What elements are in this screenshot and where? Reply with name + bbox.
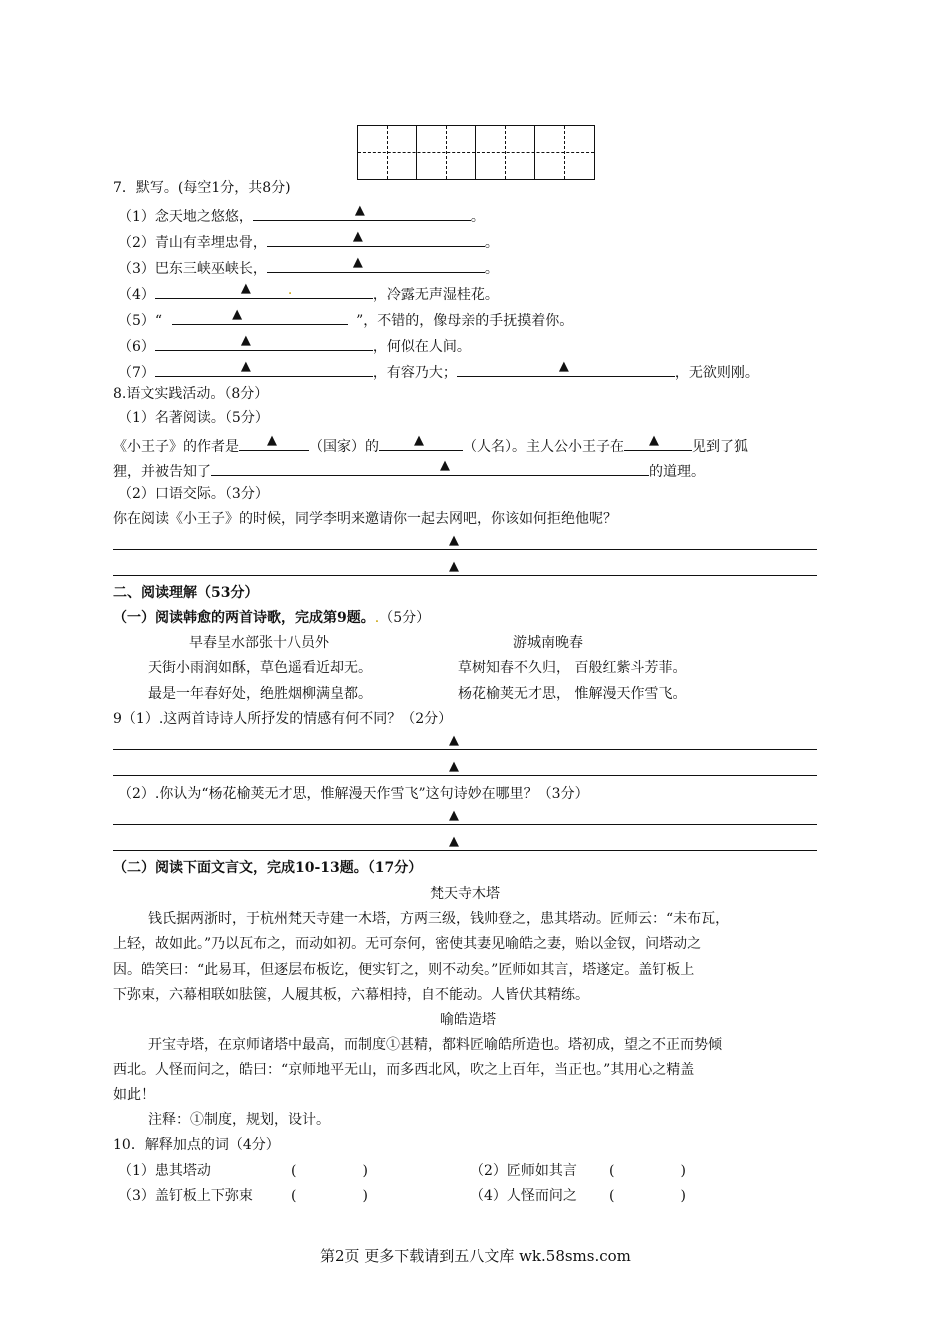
q7-title: 7．默写。(每空1分，共8分) <box>113 180 291 196</box>
q10-item-1: （1）患其塔动 <box>118 1163 211 1179</box>
q8-title: 8.语文实践活动。（8分） <box>113 386 269 402</box>
section2-title: 二、阅读理解（53分） <box>113 585 259 601</box>
text1-title: 梵天寺木塔 <box>430 886 500 902</box>
page-footer: 第2页 更多下载请到五八文库 wk.58sms.com <box>320 1247 631 1265</box>
q7-item-2: （2）青山有幸埋忠骨， ▲ 。 <box>118 229 499 251</box>
part1-title: （一）阅读韩愈的两首诗歌，完成第9题。.（5分） <box>113 610 431 626</box>
character-grid <box>357 125 595 180</box>
q10-paren-2[interactable]: ( ) <box>609 1163 686 1179</box>
poem1-line1: 天街小雨润如酥，草色遥看近却无。 <box>148 660 372 676</box>
q8-sub1: （1）名著阅读。（5分） <box>118 410 269 426</box>
poem2-title: 游城南晚春 <box>513 635 583 651</box>
q7-item-1: （1）念天地之悠悠， ▲ 。 <box>118 203 485 225</box>
poem1-line2: 最是一年春好处，绝胜烟柳满皇都。 <box>148 686 372 702</box>
q8-reading-line2: 狸，并被告知了 ▲ 的道理。 <box>113 458 705 480</box>
answer-line[interactable] <box>113 549 817 550</box>
q10-item-4: （4）人怪而问之 <box>470 1188 577 1204</box>
text2-title: 喻皓造塔 <box>440 1012 496 1028</box>
text2-line: 如此！ <box>113 1087 155 1103</box>
q10-paren-1[interactable]: ( ) <box>291 1163 368 1179</box>
answer-line[interactable] <box>113 749 817 750</box>
answer-line[interactable] <box>113 824 817 825</box>
q10-paren-4[interactable]: ( ) <box>609 1188 686 1204</box>
marker: ▲ <box>449 834 459 849</box>
q9-1: 9（1）.这两首诗诗人所抒发的情感有何不同？（2分） <box>113 711 453 727</box>
poem2-line1: 草树知春不久归， 百般红紫斗芳菲。 <box>458 660 687 676</box>
text2-line: 西北。人怪而问之，皓曰：“京师地平无山，而多西北风，吹之上百年，当正也。”其用心之精盖 <box>113 1062 695 1078</box>
part2-title: （二）阅读下面文言文，完成10-13题。（17分） <box>113 860 423 876</box>
marker: ▲ <box>449 759 459 774</box>
answer-line[interactable] <box>113 775 817 776</box>
answer-line[interactable] <box>113 850 817 851</box>
q10-title: 10．解释加点的词（4分） <box>113 1137 280 1153</box>
text1-line: 上轻，故如此。”乃以瓦布之，而动如初。无可奈何，密使其妻见喻皓之妻，贻以金钗，问塔动之 <box>113 936 702 952</box>
marker: ▲ <box>449 559 459 574</box>
poem1-title: 早春呈水部张十八员外 <box>189 635 329 651</box>
q7-item-7: （7） ▲ ，有容乃大； ▲ ，无欲则刚。 <box>118 359 759 381</box>
q9-2: （2）.你认为“杨花榆荚无才思，惟解漫天作雪飞”这句诗妙在哪里？（3分） <box>118 786 589 802</box>
note: 注释：①制度，规划，设计。 <box>148 1112 330 1128</box>
q8-question: 你在阅读《小王子》的时候，同学李明来邀请你一起去网吧，你该如何拒绝他呢？ <box>113 511 617 527</box>
q7-item-3: （3）巴东三峡巫峡长， ▲ 。 <box>118 255 499 277</box>
marker: ▲ <box>449 733 459 748</box>
answer-line[interactable] <box>113 575 817 576</box>
text1-line: 下弥束，六幕相联如胠箧，人履其板，六幕相持，自不能动。人皆伏其精练。 <box>113 987 589 1003</box>
q8-reading-line1: 《小王子》的作者是 ▲ （国家）的 ▲ （人名）。主人公小王子在 ▲ 见到了狐 <box>113 433 748 455</box>
poem2-line2: 杨花榆荚无才思， 惟解漫天作雪飞。 <box>458 686 687 702</box>
q7-item-5: （5）“ ▲ ”，不错的，像母亲的手抚摸着你。 <box>118 307 574 329</box>
q10-item-2: （2）匠师如其言 <box>470 1163 577 1179</box>
marker: ▲ <box>449 533 459 548</box>
q7-item-6: （6） ▲ ，何似在人间。 <box>118 333 471 355</box>
q10-paren-3[interactable]: ( ) <box>291 1188 368 1204</box>
text2-line: 开宝寺塔，在京师诸塔中最高，而制度①甚精，都料匠喻皓所造也。塔初成，望之不正而势倾 <box>148 1037 722 1053</box>
text1-line: 因。皓笑曰：“此易耳，但逐层布板讫，便实钉之，则不动矣。”匠师如其言，塔遂定。盖钉板上 <box>113 962 695 978</box>
marker: ▲ <box>449 808 459 823</box>
text1-line: 钱氏据两浙时，于杭州梵天寺建一木塔，方两三级，钱帅登之，患其塔动。匠师云：“未布瓦， <box>148 911 730 927</box>
q7-item-4: （4） ▲ . ，冷露无声湿桂花。 <box>118 281 499 303</box>
q8-sub2: （2）口语交际。（3分） <box>118 486 269 502</box>
q10-item-3: （3）盖钉板上下弥束 <box>118 1188 253 1204</box>
